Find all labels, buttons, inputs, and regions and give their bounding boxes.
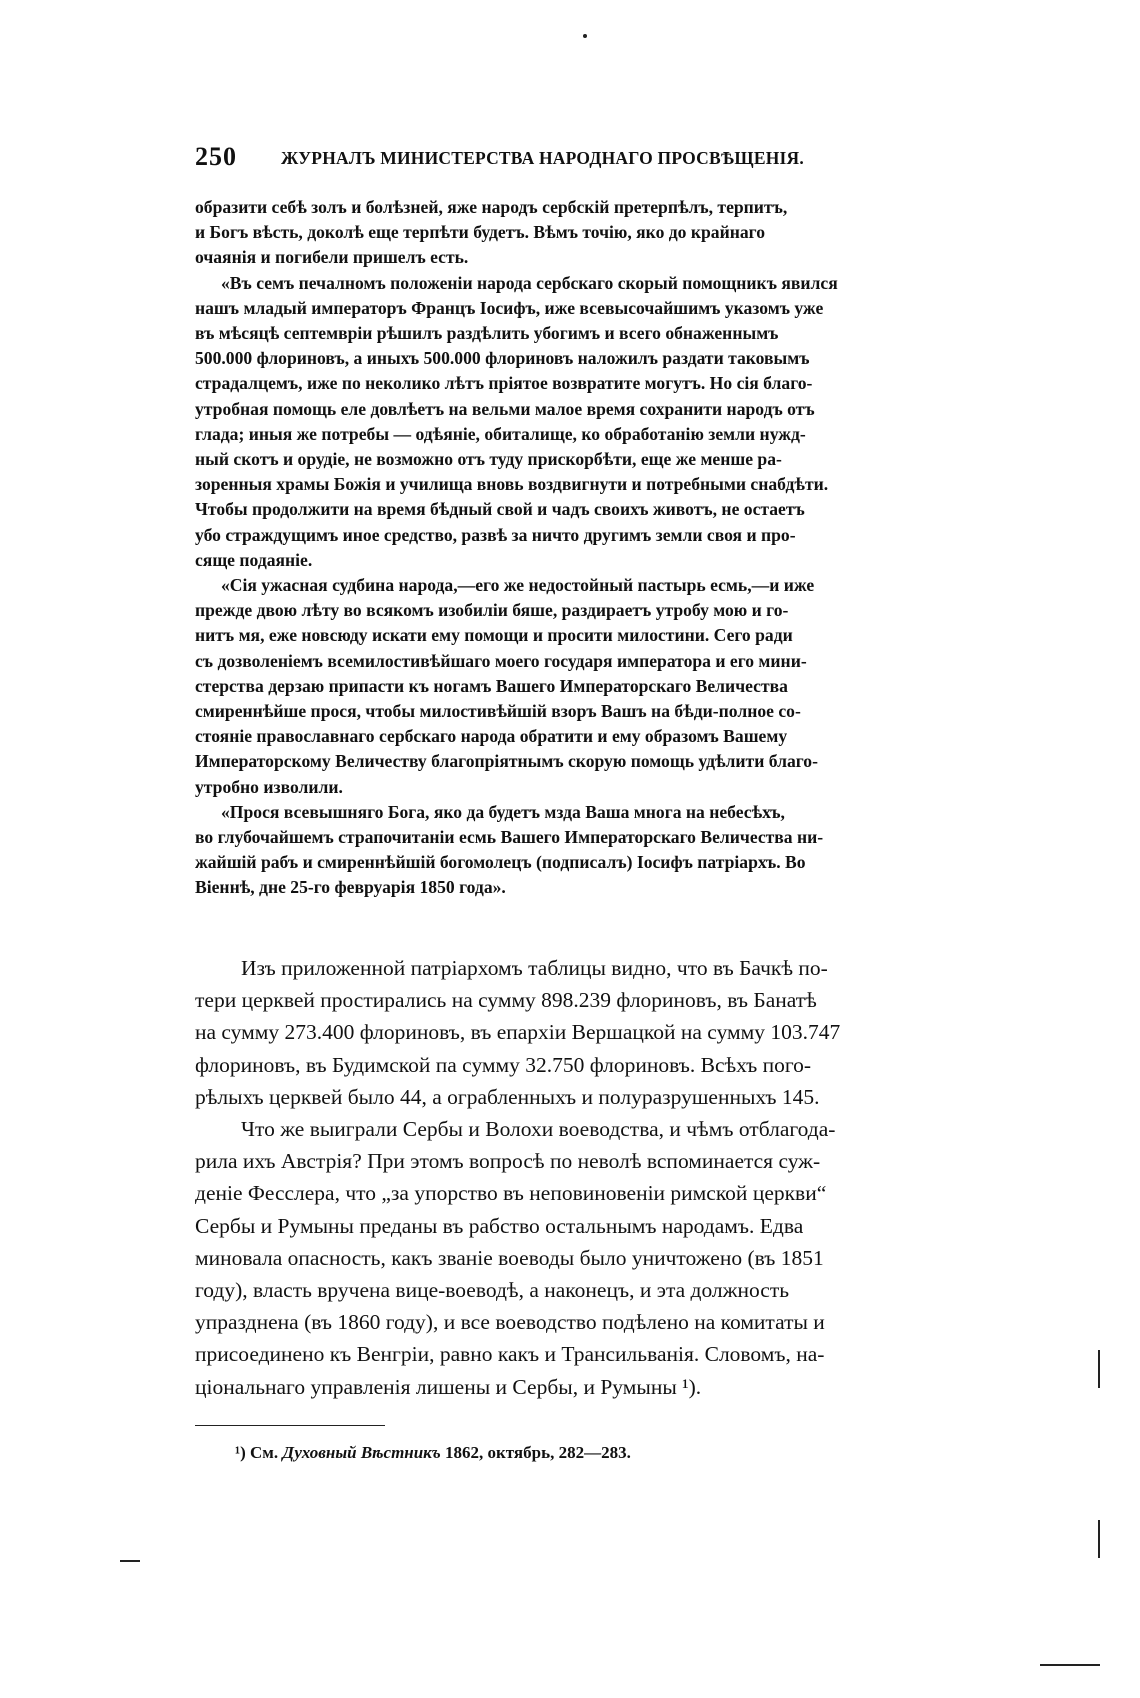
scan-mark [1098,1520,1100,1558]
letter-paragraph-3 [195,573,999,800]
text-line: деніе Фесслера, что „за упорство въ неповиновеніи римской церкви“ [195,1181,827,1206]
text-line: ціональнаго управленія лишены и Сербы, и Румыны ¹). [195,1374,702,1399]
letter-paragraph-2 [195,271,999,573]
text-line: прежде двою лѣту во всякомъ изобиліи бяше, раздираетъ утробу мою и го- [195,600,789,621]
text-line: «Прося всевышняго Бога, яко да будетъ мзда Ваша многа на небесѣхъ, [221,801,785,822]
text-line: жайшій рабъ и смиреннѣйшій богомолецъ (подписалъ) Іосифъ патріархъ. Во [195,852,806,873]
journal-title: ЖУРНАЛЪ МИНИСТЕРСТВА НАРОДНАГО ПРОСВѢЩЕНІЯ. [281,148,804,168]
text-line: утробная помощь еле довлѣетъ на вельми малое время сохранити народъ отъ [195,398,815,419]
main-paragraph-1 [195,952,999,1113]
text-line: рѣлыхъ церквей было 44, а ограбленныхъ и полуразрушенныхъ 145. [195,1084,820,1109]
page-number: 250 [195,142,237,171]
text-line: утробно изволили. [195,776,343,797]
text-line: убо страждущимъ иное средство, развѣ за ничто другимъ земли своя и про- [195,524,796,545]
text-line: во глубочайшемъ страпочитаніи есмь Вашего Императорскаго Величества ни- [195,827,824,848]
text-line: Сербы и Румыны преданы въ рабство остальнымъ народамъ. Едва [195,1213,804,1238]
letter-paragraph-1 [195,195,999,271]
scan-mark [583,34,587,38]
running-header [195,142,995,172]
text-line: нитъ мя, еже новсюду искати ему помощи и просити милостини. Сего ради [195,625,793,646]
text-line: зоренныя храмы Божія и училища вновь воздвигнути и потребными снабдѣти. [195,474,829,495]
text-line: «Сія ужасная судбина народа,—его же недостойный пастырь есмь,—и иже [221,575,815,596]
footnote-details: 1862, октябрь, 282—283. [445,1443,631,1462]
text-line: году), власть вручена вице-воеводѣ, а наконецъ, и эта должность [195,1278,790,1303]
text-line: «Въ семъ печалномъ положеніи народа сербскаго скорый помощникъ явился [221,272,838,293]
quoted-letter-text [195,195,999,901]
text-line: и Богъ вѣсть, доколѣ еще терпѣти будетъ. Вѣмъ точію, яко до крайнаго [195,222,766,243]
text-line: флориновъ, въ Будимской па сумму 32.750 флориновъ. Всѣхъ пого- [195,1052,812,1077]
text-line: Императорскому Величеству благопріятнымъ скорую помощь удѣлити благо- [195,751,818,772]
footnote [235,1443,631,1463]
text-line: миновала опасность, какъ званіе воеводы было уничтожено (въ 1851 [195,1245,824,1270]
footnote-marker: ¹) См. [235,1443,279,1462]
text-line: ный скотъ и орудіе, не возможно отъ туду прискорбѣти, еще же менше ра- [195,449,782,470]
text-line: страдалцемъ, иже по неколико лѣтъ пріятое возвратите могутъ. Но сія благо- [195,373,813,394]
text-line: Что же выиграли Сербы и Волохи воеводства, и чѣмъ отблагода- [241,1117,836,1142]
text-line: съ дозволеніемъ всемилостивѣйшаго моего государя императора и его мини- [195,650,807,671]
main-text [195,952,999,1403]
text-line: Чтобы продолжити на время бѣдный свой и чадъ своихъ животъ, не остаетъ [195,499,805,520]
text-line: стояніе православнаго сербскаго народа обратити и ему образомъ Вашему [195,726,788,747]
text-line: глада; иныя же потребы — одѣяніе, обиталище, ко обработанію земли нужд- [195,423,806,444]
text-line: очаянія и погибели пришелъ есть. [195,247,469,268]
text-line: въ мѣсяцѣ септемвріи рѣшилъ раздѣлить убогимъ и всего обнаженнымъ [195,323,779,344]
scan-mark [1040,1664,1100,1666]
main-paragraph-2 [195,1113,999,1403]
footnote-separator [195,1425,385,1426]
text-line: Изъ приложенной патріархомъ таблицы видно, что въ Бачкѣ по- [241,956,828,980]
text-line: стерства дерзаю припасти къ ногамъ Вашего Императорскаго Величества [195,675,788,696]
text-line: образити себѣ золъ и болѣзней, яже народъ сербскій претерпѣлъ, терпитъ, [195,197,788,217]
text-line: присоединено къ Венгріи, равно какъ и Трансильванія. Словомъ, на- [195,1342,825,1367]
scan-mark [1098,1350,1100,1388]
text-line: на сумму 273.400 флориновъ, въ епархіи Вершацкой на сумму 103.747 [195,1020,841,1045]
text-line: смиреннѣйше прося, чтобы милостивѣйшій взоръ Вашъ на бѣди-полное со- [195,701,801,722]
text-line: упразднена (въ 1860 году), и все воеводство подѣлено на комитаты и [195,1310,825,1335]
text-line: нашъ младый императоръ Францъ Іосифъ, иже всевысочайшимъ указомъ уже [195,297,824,318]
footnote-source: Духовный Вѣстникъ [282,1443,441,1462]
text-line: рила ихъ Австрія? При этомъ вопросѣ по неволѣ вспоминается суж- [195,1149,821,1174]
text-line: тери церквей простирались на сумму 898.239 флориновъ, въ Банатѣ [195,988,817,1013]
text-line: Віеннѣ, дне 25-го февруарія 1850 года». [195,877,506,898]
text-line: 500.000 флориновъ, а иныхъ 500.000 флориновъ наложилъ раздати таковымъ [195,348,810,369]
scan-mark [120,1560,140,1562]
letter-paragraph-4 [195,800,999,901]
text-line: сяще подаяніе. [195,549,313,570]
